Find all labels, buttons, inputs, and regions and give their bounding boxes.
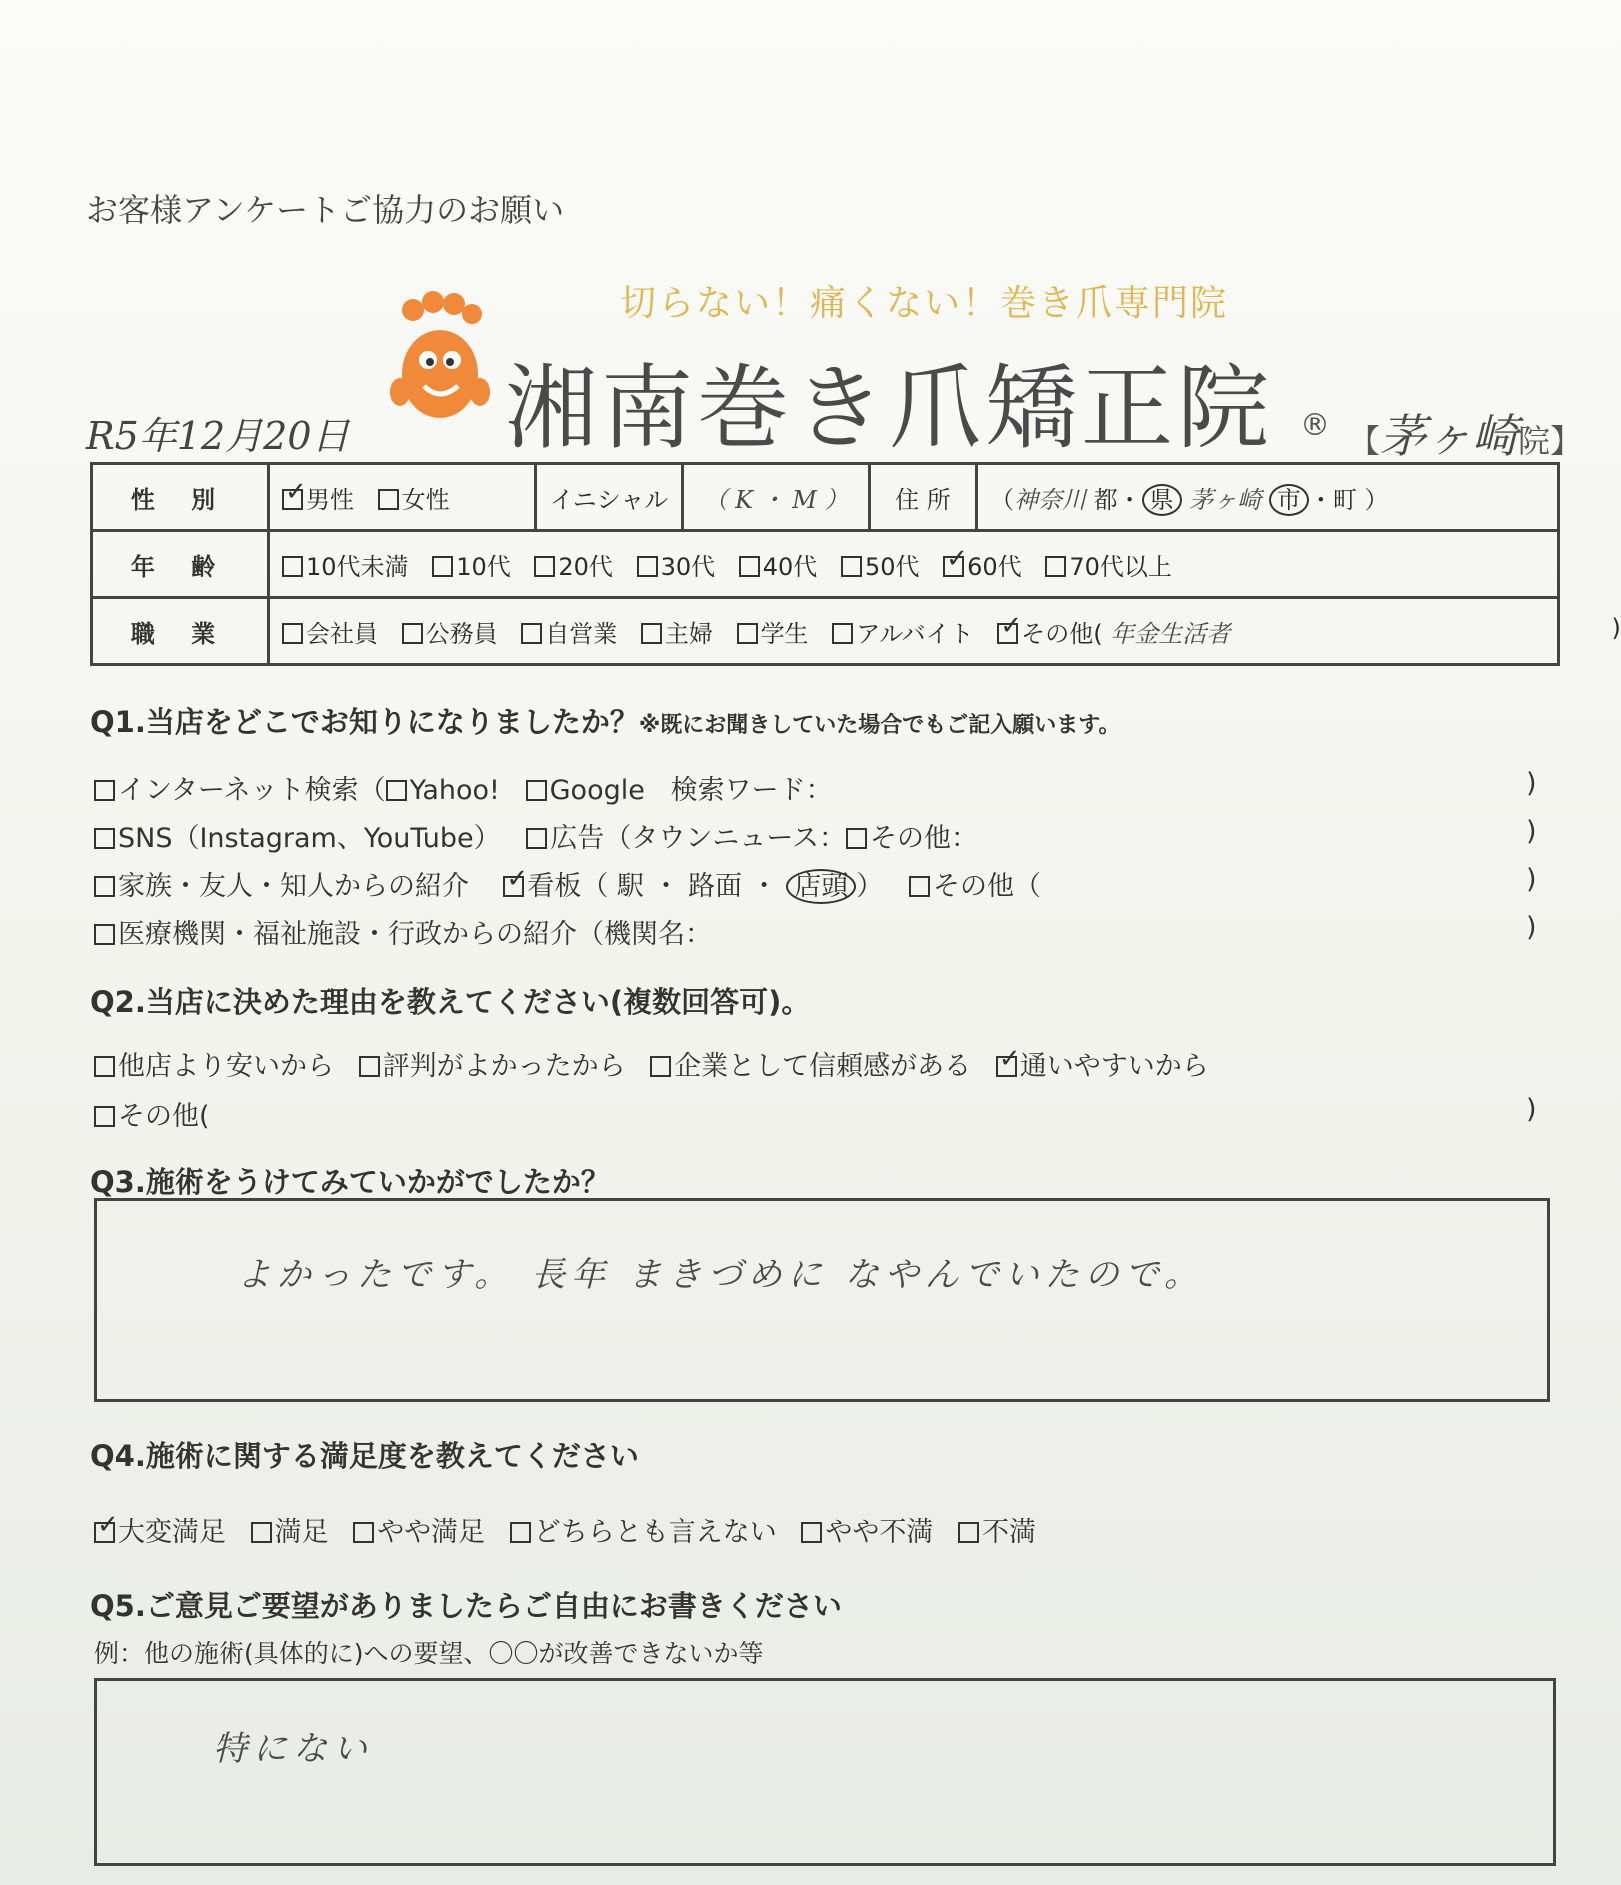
branch-name: 茅ヶ崎: [1380, 409, 1519, 463]
option-job: アルバイト: [856, 619, 974, 648]
checkbox-male[interactable]: [282, 489, 303, 510]
address-shi-circled: 市: [1269, 484, 1309, 516]
checkbox-referral[interactable]: [94, 876, 115, 897]
option-reason: 通いやすいから: [1019, 1051, 1209, 1082]
checkbox-age-60s[interactable]: [943, 556, 964, 577]
option-satisfaction: 満足: [274, 1517, 329, 1548]
checkbox-yahoo[interactable]: [386, 780, 407, 801]
checkbox-reason-other[interactable]: [94, 1106, 115, 1127]
checkbox-somewhat-satisfied[interactable]: [353, 1522, 374, 1543]
option-other: その他（: [933, 871, 1042, 902]
checkbox-trust[interactable]: [650, 1056, 671, 1077]
customer-info-table: [90, 462, 1621, 666]
checkbox-job-student[interactable]: [737, 623, 758, 644]
q3-title: Q3.施術をうけてみていかがでしたか？: [90, 1165, 610, 1199]
job-label: 職 業: [92, 598, 269, 665]
age-label: 年 齢: [92, 531, 269, 598]
gender-label: 性 別: [92, 464, 269, 531]
option-satisfaction: やや不満: [825, 1517, 934, 1548]
q2-other-line: [94, 1094, 1537, 1133]
option-age: 60代: [967, 552, 1022, 581]
option-internet: インターネット検索（: [118, 775, 386, 806]
option-satisfaction: どちらとも言えない: [533, 1517, 777, 1548]
option-satisfaction: やや満足: [377, 1517, 486, 1548]
checkbox-very-satisfied[interactable]: [94, 1522, 115, 1543]
option-age: 40代: [762, 552, 818, 581]
option-storefront-circled: 店頭: [786, 869, 856, 904]
close-paren: ): [1526, 1094, 1537, 1125]
option-google: Google: [549, 775, 645, 806]
q5-answer: 特にない: [213, 1729, 373, 1769]
q4-options: [94, 1510, 1052, 1549]
checkbox-job-housewife[interactable]: [641, 623, 662, 644]
address-value[interactable]: （神奈川 都・ 県 茅ヶ崎 市 ・町 ）: [977, 464, 1559, 531]
option-ad-other: その他：: [870, 823, 979, 854]
checkbox-sns[interactable]: [94, 828, 115, 849]
job-other-value[interactable]: 年金生活者: [1110, 619, 1231, 648]
option-medical: 医療機関・福祉施設・行政からの紹介（機関名：: [118, 919, 712, 950]
checkbox-age-20s[interactable]: [534, 556, 555, 577]
option-referral: 家族・友人・知人からの紹介: [118, 871, 469, 902]
option-job: その他(: [1021, 619, 1103, 648]
option-age: 20代: [558, 552, 613, 581]
option-job: 主婦: [664, 619, 713, 648]
checkbox-job-parttime[interactable]: [832, 623, 853, 644]
close-paren: ): [1526, 912, 1537, 943]
registered-mark: ®: [1300, 408, 1330, 443]
branch-label: 【茅ヶ崎院】: [1348, 409, 1583, 463]
initial-value[interactable]: （ K ・ M ）: [683, 464, 870, 531]
q5-answer-box[interactable]: [94, 1678, 1556, 1866]
checkbox-job-company[interactable]: [282, 623, 303, 644]
q1-title-text: Q1.当店をどこでお知りになりましたか？: [90, 705, 639, 739]
checkbox-age-40s[interactable]: [739, 556, 760, 577]
option-signboard: 看板（ 駅 ・ 路面 ・: [527, 871, 778, 902]
checkbox-internet[interactable]: [94, 780, 115, 801]
option-age: 70代以上: [1069, 552, 1172, 581]
option-reason: 評判がよかったから: [382, 1051, 626, 1082]
q2-options: [94, 1044, 1225, 1083]
close-paren: ): [1526, 816, 1537, 847]
date: R5年12月20日: [86, 414, 350, 458]
option-age: 50代: [864, 552, 920, 581]
checkbox-signboard[interactable]: [503, 876, 524, 897]
checkbox-google[interactable]: [526, 780, 547, 801]
checkbox-job-public[interactable]: [402, 623, 423, 644]
checkbox-age-under10[interactable]: [282, 556, 303, 577]
option-job: 学生: [760, 619, 809, 648]
checkbox-dissatisfied[interactable]: [958, 1522, 979, 1543]
mascot-logo: [378, 282, 498, 432]
q3-answer: よかったです。 長年 まきづめに なやんでいたので。: [237, 1255, 1205, 1295]
option-satisfaction: 不満: [981, 1517, 1036, 1548]
option-job: 会社員: [306, 619, 378, 648]
q1-line4: [94, 912, 1537, 951]
q1-line1: [94, 768, 1537, 807]
gender-options: [269, 464, 536, 531]
option-job: 自営業: [545, 619, 618, 648]
checkbox-convenient[interactable]: [996, 1056, 1017, 1077]
address-ken-circled: 県: [1142, 484, 1182, 516]
q1-note: ※既にお聞きしていた場合でもご記入願います。: [638, 713, 1121, 738]
checkbox-other[interactable]: [909, 876, 930, 897]
q2-title: Q2.当店に決めた理由を教えてください(複数回答可)。: [90, 985, 811, 1019]
checkbox-cheaper[interactable]: [94, 1056, 115, 1077]
tagline: 切らない！痛くない！巻き爪専門院: [620, 283, 1229, 324]
signboard-close: ）: [856, 871, 884, 902]
option-age: 10代未満: [306, 552, 409, 581]
checkbox-age-30s[interactable]: [637, 556, 658, 577]
age-options: [269, 531, 1559, 598]
q1-title: [90, 700, 1121, 741]
address-to: 都・: [1093, 485, 1142, 514]
checkbox-age-70plus[interactable]: [1045, 556, 1066, 577]
checkbox-female[interactable]: [378, 489, 399, 510]
option-satisfaction: 大変満足: [118, 1517, 226, 1548]
q5-example: 例：他の施術(具体的に)への要望、〇〇が改善できないか等: [94, 1639, 764, 1668]
option-male: 男性: [306, 485, 354, 514]
checkbox-job-other[interactable]: [997, 623, 1018, 644]
q1-line2: [94, 816, 1537, 855]
option-job: 公務員: [425, 619, 498, 648]
clinic-name: 湘南巻き爪矯正院: [505, 355, 1274, 462]
checkbox-job-self[interactable]: [521, 623, 542, 644]
search-word-label: 検索ワード：: [670, 775, 833, 806]
option-age: 10代: [456, 552, 511, 581]
checkbox-age-10s[interactable]: [432, 556, 453, 577]
checkbox-reputation[interactable]: [359, 1056, 380, 1077]
address-machi: ・町 ）: [1308, 485, 1389, 514]
option-yahoo: Yahoo!: [409, 775, 500, 806]
q4-title: Q4.施術に関する満足度を教えてください: [90, 1439, 639, 1473]
job-options: [269, 598, 1621, 665]
checkbox-ad-other[interactable]: [846, 828, 867, 849]
address-city: 茅ヶ崎: [1189, 485, 1262, 514]
option-age: 30代: [660, 552, 716, 581]
q1-line3: [94, 864, 1537, 903]
checkbox-ad[interactable]: [526, 828, 547, 849]
address-prefecture: 神奈川: [1014, 485, 1086, 514]
q5-title: Q5.ご意見ご要望がありましたらご自由にお書きください: [90, 1589, 842, 1623]
option-reason: 他店より安いから: [118, 1051, 334, 1082]
address-label: 住 所: [870, 464, 977, 531]
checkbox-somewhat-dissatisfied[interactable]: [801, 1522, 822, 1543]
close-paren: ): [1611, 613, 1621, 642]
close-paren: ): [1526, 768, 1537, 799]
branch-suffix: 院: [1518, 422, 1551, 460]
survey-intro: お客様アンケートご協力のお願い: [86, 191, 565, 229]
checkbox-age-50s[interactable]: [841, 556, 862, 577]
q3-answer-box[interactable]: [94, 1198, 1550, 1402]
checkbox-neutral[interactable]: [510, 1522, 531, 1543]
checkbox-satisfied[interactable]: [251, 1522, 272, 1543]
initial-label: イニシャル: [536, 464, 683, 531]
option-reason-other: その他(: [118, 1101, 210, 1132]
option-sns: SNS（Instagram、YouTube）: [118, 823, 501, 854]
option-reason: 企業として信頼感がある: [674, 1051, 972, 1082]
close-paren: ): [1526, 864, 1537, 895]
option-ad: 広告（タウンニュース：: [550, 823, 847, 854]
option-female: 女性: [401, 485, 450, 514]
checkbox-medical[interactable]: [94, 924, 115, 945]
